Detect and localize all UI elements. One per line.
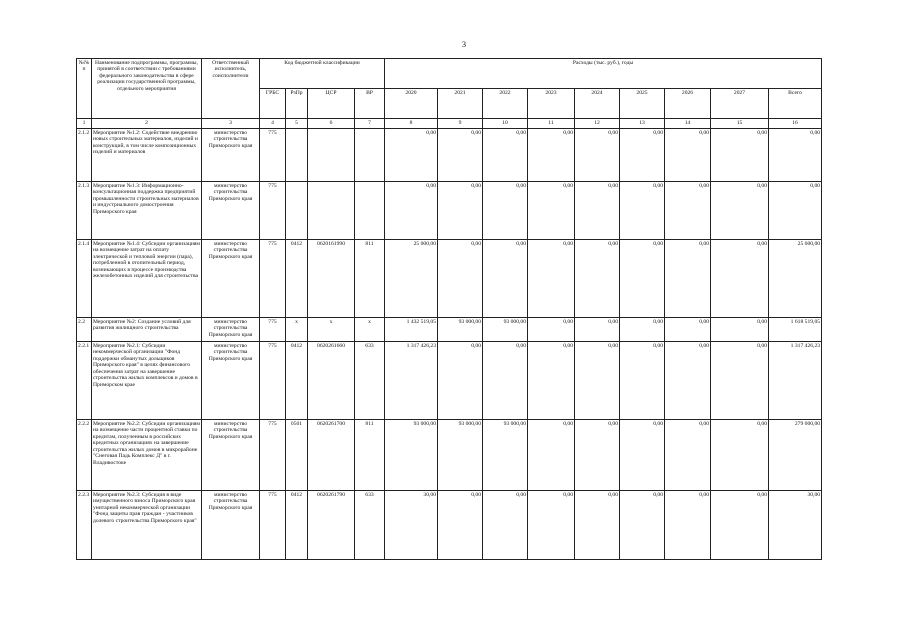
- col-index: 9: [438, 119, 483, 129]
- row-number: 2.2: [77, 318, 92, 342]
- row-value: 0,00: [665, 342, 711, 420]
- row-value: 0,00: [528, 420, 575, 491]
- row-total: 0,00: [769, 182, 822, 240]
- row-number: 2.1.3: [77, 182, 92, 240]
- row-vr: 633: [355, 491, 385, 560]
- row-total: 0,00: [769, 129, 822, 182]
- row-csr: 0620161990: [308, 240, 355, 318]
- row-value: 0,00: [711, 318, 769, 342]
- col-index: 3: [202, 119, 260, 129]
- header-year: 2024: [575, 89, 620, 119]
- row-value: 0,00: [483, 182, 528, 240]
- table-row: [77, 342, 822, 420]
- col-index: 13: [620, 119, 665, 129]
- col-index: 10: [483, 119, 528, 129]
- row-value: 0,00: [528, 342, 575, 420]
- row-grbs: 775: [260, 318, 286, 342]
- row-value: 30,00: [385, 491, 438, 560]
- row-value: 0,00: [575, 318, 620, 342]
- row-value: 0,00: [665, 182, 711, 240]
- row-total: 1 618 519,05: [769, 318, 822, 342]
- header-name: Наименование подпрограммы, программы, принятой в соответствии с требованиями федерального законодательства в сфере реализации государственной программы, отдельного мероприятия: [92, 59, 202, 119]
- row-value: 0,00: [575, 342, 620, 420]
- row-value: 93 000,00: [438, 318, 483, 342]
- header-year: 2027: [711, 89, 769, 119]
- row-vr: 811: [355, 240, 385, 318]
- row-rzpr: 0412: [286, 240, 308, 318]
- row-responsible: министерство строительства Приморского края: [202, 318, 260, 342]
- col-index: 7: [355, 119, 385, 129]
- header-year: 2023: [528, 89, 575, 119]
- row-value: 1 317 426,23: [385, 342, 438, 420]
- row-total: 279 000,00: [769, 420, 822, 491]
- row-csr: х: [308, 318, 355, 342]
- row-value: 0,00: [528, 318, 575, 342]
- row-value: 0,00: [620, 240, 665, 318]
- expenses-table: [76, 58, 822, 560]
- table-row: [77, 240, 822, 318]
- row-vr: х: [355, 318, 385, 342]
- header-year-total: Всего: [769, 89, 822, 119]
- row-value: 0,00: [575, 240, 620, 318]
- row-responsible: министерство строительства Приморского края: [202, 491, 260, 560]
- row-value: 0,00: [711, 491, 769, 560]
- row-number: 2.1.4: [77, 240, 92, 318]
- row-value: 0,00: [711, 129, 769, 182]
- header-responsible: Ответственный исполнитель, соисполнители: [202, 59, 260, 119]
- row-value: 93 000,00: [483, 318, 528, 342]
- row-value: 0,00: [438, 491, 483, 560]
- row-value: 0,00: [528, 240, 575, 318]
- row-csr: 0620261790: [308, 491, 355, 560]
- row-value: 0,00: [665, 491, 711, 560]
- row-name: Мероприятие №2.3: Субсидия в виде имущественного взноса Приморского края унитарной некоммерческой организации "Фонд защиты прав граждан - участников долевого строительства Приморского края": [92, 491, 202, 560]
- row-vr: [355, 182, 385, 240]
- row-value: 25 000,00: [385, 240, 438, 318]
- row-responsible: министерство строительства Приморского края: [202, 182, 260, 240]
- header-budget-classification: Код бюджетной классификации: [260, 59, 385, 89]
- row-number: 2.2.2: [77, 420, 92, 491]
- row-grbs: 775: [260, 129, 286, 182]
- row-rzpr: х: [286, 318, 308, 342]
- row-csr: [308, 182, 355, 240]
- row-value: 0,00: [438, 129, 483, 182]
- table-row: [77, 420, 822, 491]
- header-code: ГРБС: [260, 89, 286, 119]
- row-value: 0,00: [620, 318, 665, 342]
- col-index: 14: [665, 119, 711, 129]
- row-value: 93 000,00: [438, 420, 483, 491]
- table-row: [77, 491, 822, 560]
- row-responsible: министерство строительства Приморского края: [202, 240, 260, 318]
- row-value: 0,00: [620, 342, 665, 420]
- row-value: 0,00: [620, 420, 665, 491]
- header-code: РзПр: [286, 89, 308, 119]
- col-index: 4: [260, 119, 286, 129]
- header-code: ВР: [355, 89, 385, 119]
- row-value: 0,00: [575, 182, 620, 240]
- table-row: [77, 318, 822, 342]
- row-name: Мероприятие №1.4: Субсидии организациям на возмещение затрат на оплату электрической и тепловой энергии (пара), потребленной в отопительный период, возникающих в процессе производства железобетонных изделий для строительства: [92, 240, 202, 318]
- row-responsible: министерство строительства Приморского края: [202, 420, 260, 491]
- col-index: 8: [385, 119, 438, 129]
- row-value: 0,00: [575, 420, 620, 491]
- row-value: 1 432 519,05: [385, 318, 438, 342]
- row-rzpr: [286, 182, 308, 240]
- row-responsible: министерство строительства Приморского края: [202, 342, 260, 420]
- row-value: 0,00: [528, 129, 575, 182]
- row-value: 0,00: [483, 491, 528, 560]
- row-total: 1 317 426,23: [769, 342, 822, 420]
- row-value: 0,00: [620, 129, 665, 182]
- row-responsible: министерство строительства Приморского края: [202, 129, 260, 182]
- row-value: 93 000,00: [483, 420, 528, 491]
- row-total: 25 000,00: [769, 240, 822, 318]
- row-rzpr: 0412: [286, 491, 308, 560]
- row-name: Мероприятие №1.3: Информационно-консультационная поддержка предприятий промышленности строительных материалов и индустриального домостроения Приморского края: [92, 182, 202, 240]
- row-value: 0,00: [528, 182, 575, 240]
- row-rzpr: 0501: [286, 420, 308, 491]
- row-name: Мероприятие №2.1: Субсидии некоммерческой организации "Фонд поддержки обманутых дольщиков Приморского края" в целях финансового обеспечения затрат на завершение строительства жилых комплексов и домов в Приморском крае: [92, 342, 202, 420]
- col-index: 11: [528, 119, 575, 129]
- col-index: 15: [711, 119, 769, 129]
- row-vr: 633: [355, 342, 385, 420]
- row-name: Мероприятие №2.2: Субсидии организациям на возмещение части процентной ставки по кредитам, полученным в российских кредитных организациях на завершение строительства жилых домов в микрорайоне "Снеговая Падь Комплекс Д" в г. Владивостоке: [92, 420, 202, 491]
- row-vr: 811: [355, 420, 385, 491]
- row-value: 0,00: [711, 182, 769, 240]
- row-value: 0,00: [665, 420, 711, 491]
- row-value: 0,00: [665, 240, 711, 318]
- row-csr: 0620261660: [308, 342, 355, 420]
- row-value: 0,00: [483, 240, 528, 318]
- header-year: 2020: [385, 89, 438, 119]
- header-expenses: Расходы (тыс. руб.), годы: [385, 59, 822, 89]
- row-value: 0,00: [438, 240, 483, 318]
- row-value: 0,00: [665, 318, 711, 342]
- row-value: 0,00: [620, 182, 665, 240]
- page-number: 3: [462, 40, 466, 49]
- row-value: 0,00: [483, 342, 528, 420]
- row-value: 0,00: [385, 129, 438, 182]
- row-grbs: 775: [260, 491, 286, 560]
- row-rzpr: [286, 129, 308, 182]
- row-value: 0,00: [438, 182, 483, 240]
- row-value: 0,00: [575, 491, 620, 560]
- row-grbs: 775: [260, 182, 286, 240]
- header-year: 2022: [483, 89, 528, 119]
- header-num: №№ п: [77, 59, 92, 119]
- header-code: ЦСР: [308, 89, 355, 119]
- row-grbs: 775: [260, 240, 286, 318]
- row-value: 0,00: [711, 342, 769, 420]
- row-value: 0,00: [620, 491, 665, 560]
- row-name: Мероприятие №2: Создание условий для развития жилищного строительства: [92, 318, 202, 342]
- row-number: 2.2.3: [77, 491, 92, 560]
- row-value: 0,00: [711, 240, 769, 318]
- row-value: 0,00: [665, 129, 711, 182]
- row-value: 0,00: [575, 129, 620, 182]
- header-year: 2021: [438, 89, 483, 119]
- row-grbs: 775: [260, 342, 286, 420]
- row-value: 93 000,00: [385, 420, 438, 491]
- row-grbs: 775: [260, 420, 286, 491]
- col-index: 12: [575, 119, 620, 129]
- row-csr: [308, 129, 355, 182]
- row-value: 0,00: [711, 420, 769, 491]
- table-row: [77, 182, 822, 240]
- row-value: 0,00: [438, 342, 483, 420]
- row-value: 0,00: [483, 129, 528, 182]
- col-index: 16: [769, 119, 822, 129]
- col-index: 1: [77, 119, 92, 129]
- row-rzpr: 0412: [286, 342, 308, 420]
- row-name: Мероприятие №1.2: Содействие внедрению новых строительных материалов, изделий и конструкций, в том числе композиционных изделий и материалов: [92, 129, 202, 182]
- row-vr: [355, 129, 385, 182]
- row-csr: 0620261700: [308, 420, 355, 491]
- col-index: 5: [286, 119, 308, 129]
- row-number: 2.1.2: [77, 129, 92, 182]
- col-index: 2: [92, 119, 202, 129]
- row-value: 0,00: [385, 182, 438, 240]
- col-index: 6: [308, 119, 355, 129]
- table-row: [77, 129, 822, 182]
- row-number: 2.2.1: [77, 342, 92, 420]
- row-value: 0,00: [528, 491, 575, 560]
- row-total: 30,00: [769, 491, 822, 560]
- header-year: 2025: [620, 89, 665, 119]
- header-year: 2026: [665, 89, 711, 119]
